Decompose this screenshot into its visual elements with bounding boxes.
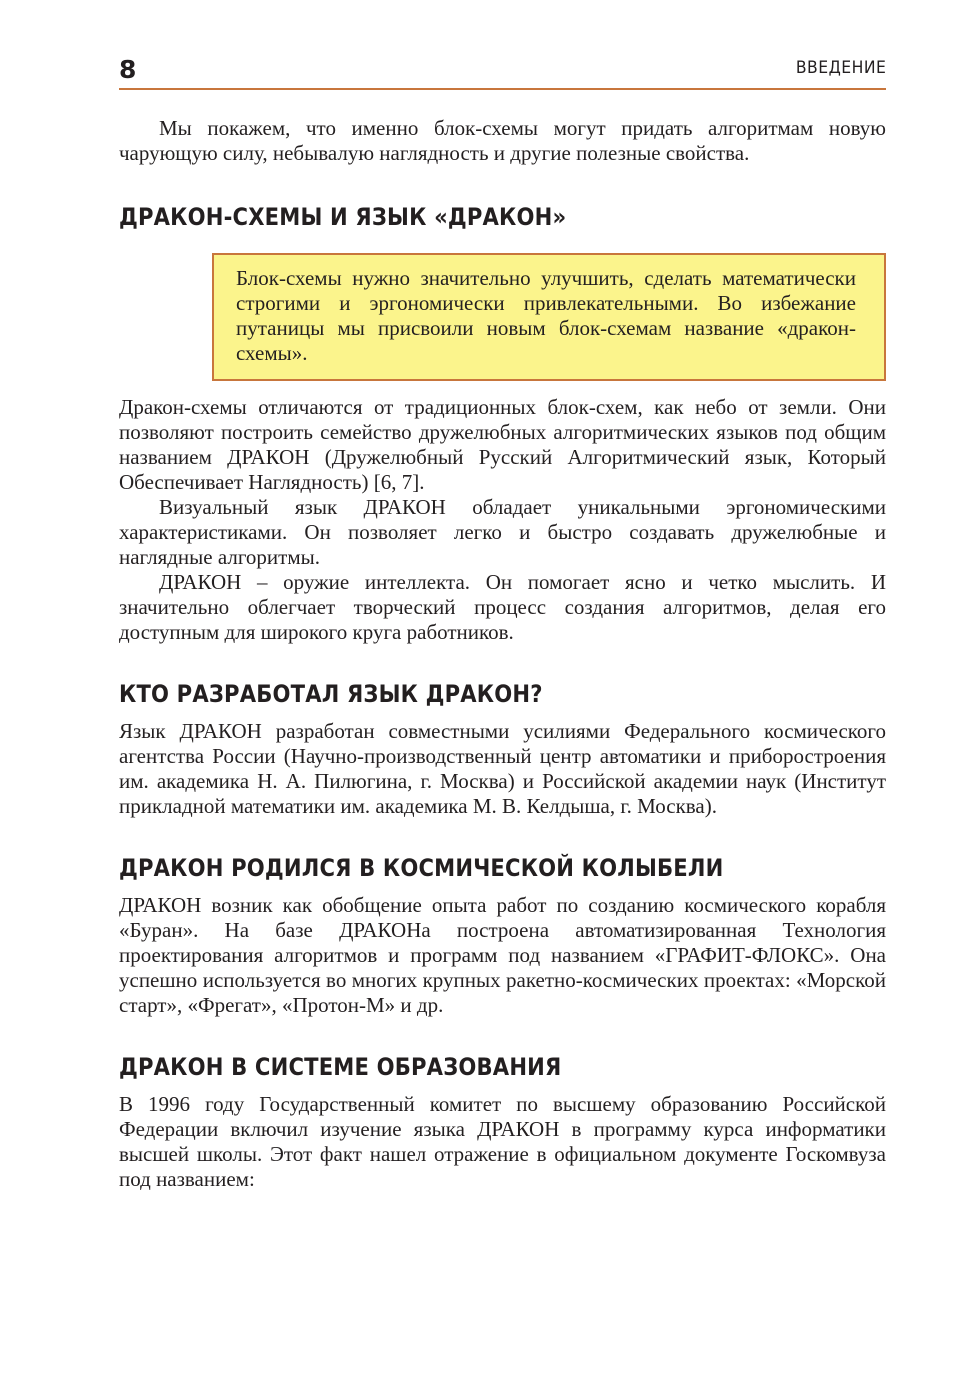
callout-text: Блок-схемы нужно значительно улучшить, сделать математически строгими и эргономически привлекательными. Во избежание путаницы мы присвоили новым блок-схемам название «дракон-схемы». [236, 266, 856, 365]
running-title: ВВЕДЕНИЕ [795, 58, 886, 78]
paragraph-education: В 1996 году Государственный комитет по высшему образованию Российской Федерации включил изучение языка ДРАКОН в программу курса информатики высшей школы. Этот факт нашел отражение в официальном документе Госкомвуза под названием: [119, 1092, 886, 1191]
heading-who-developed: КТО РАЗРАБОТАЛ ЯЗЫК ДРАКОН? [119, 680, 543, 708]
page-content [119, 116, 886, 1192]
paragraph-visual-language: Визуальный язык ДРАКОН обладает уникальными эргономическими характеристиками. Он позволяет легко и быстро создавать дружелюбные и наглядные алгоритмы. [119, 495, 886, 569]
running-head [119, 52, 886, 90]
heading-education: ДРАКОН В СИСТЕМЕ ОБРАЗОВАНИЯ [119, 1053, 562, 1081]
paragraph-space-cradle: ДРАКОН возник как обобщение опыта работ по созданию космического корабля «Буран». На базе ДРАКОНа построена автоматизированная Технология проектирования алгоритмов и программ под названием «ГРАФИТ-ФЛОКС». Она успешно используется во многих крупных ракетно-космических проектах: «Морской старт», «Фрегат», «Протон-М» и др. [119, 893, 886, 1017]
intro-paragraph: Мы покажем, что именно блок-схемы могут придать алгоритмам новую чарующую силу, небывалую наглядность и другие полезные свойства. [119, 116, 886, 165]
callout-box [212, 253, 886, 381]
paragraph-who-developed: Язык ДРАКОН разработан совместными усилиями Федерального космического агентства России (Научно-производственный центр автоматики и приборостроения им. академика Н. А. Пилюгина, г. Москва) и Российской академии наук (Институт прикладной математики им. академика М. В. Келдыша, г. Москва). [119, 719, 886, 818]
heading-drakon-schemes: ДРАКОН-СХЕМЫ И ЯЗЫК «ДРАКОН» [119, 203, 567, 231]
paragraph-intellect-weapon: ДРАКОН – оружие интеллекта. Он помогает ясно и четко мыслить. И значительно облегчает творческий процесс создания алгоритмов, делая его доступным для широкого круга работников. [119, 570, 886, 644]
heading-space-cradle: ДРАКОН РОДИЛСЯ В КОСМИЧЕСКОЙ КОЛЫБЕЛИ [119, 854, 724, 882]
page-number: 8 [119, 55, 137, 84]
paragraph-drakon-differences: Дракон-схемы отличаются от традиционных блок-схем, как небо от земли. Они позволяют построить семейство дружелюбных алгоритмических языков под общим названием ДРАКОН (Дружелюбный Русский Алгоритмический язык, Который Обеспечивает Наглядность) [6, 7]. [119, 395, 886, 494]
